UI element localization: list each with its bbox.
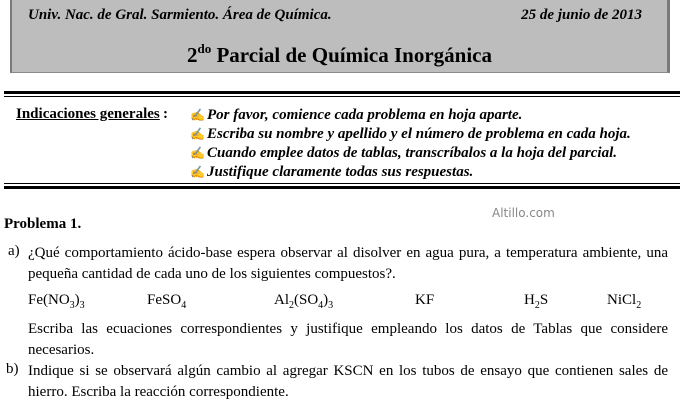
formula-feso4: FeSO$_4$ [147, 292, 187, 311]
indication-item: ✍ Por favor, comience cada problema en hoja aparte. [190, 107, 523, 123]
exam-title: $2^{do}$ Parcial de Química Inorgánica [187, 41, 492, 67]
indications-label: Indicaciones generales [16, 106, 160, 122]
indication-item: ✍ Escriba su nombre y apellido y el número de problema en cada hoja. [190, 126, 631, 142]
watermark: Altillo.com [492, 206, 555, 220]
indication-item: ✍ Justifique claramente todas sus respuestas. [190, 164, 474, 180]
hand-writing-icon: ✍ [190, 165, 205, 179]
formula-nicl2: NiCl$_2$ [607, 292, 642, 311]
item-a-marker: a) [8, 243, 20, 259]
divider-bottom [4, 186, 680, 189]
item-a-question: ¿Qué comportamiento ácido-base espera observar al disolver en agua pura, a temperatura ambiente, una pequeña cantidad de cada uno de los siguientes compuestos?. [28, 245, 668, 282]
divider-top-thin [4, 96, 680, 97]
institution-name: Univ. Nac. de Gral. Sarmiento. Área de Química. [28, 7, 332, 23]
indication-item: ✍ Cuando emplee datos de tablas, transcríbalos a la hoja del parcial. [190, 145, 618, 161]
item-b-marker: b) [6, 361, 19, 377]
hand-writing-icon: ✍ [190, 127, 205, 141]
formula-kf: KF [415, 292, 435, 308]
exam-header [10, 0, 670, 73]
hand-writing-icon: ✍ [190, 146, 205, 160]
problem-title: Problema 1. [4, 216, 82, 232]
indications-colon: : [163, 106, 168, 122]
formula-h2s: $H_2S$ [524, 292, 549, 311]
formula-al2-so4-3: $Al_2(SO_4)_3$ [274, 292, 334, 311]
formula-fe-no3-3: $Fe(NO_3)_3$ [28, 292, 85, 311]
item-b-question: Indique si se observará algún cambio al agregar KSCN en los tubos de ensayo que contienen sales de hierro. Escriba la reacción correspondiente. [28, 363, 668, 400]
divider-bottom-thin [4, 183, 680, 184]
divider-top [4, 91, 680, 94]
hand-writing-icon: ✍ [190, 108, 205, 122]
exam-date: 25 de junio de 2013 [521, 7, 642, 23]
item-a-instructions: Escriba las ecuaciones correspondientes y justifique empleando los datos de Tablas que considere necesarios. [28, 321, 668, 358]
indications-list [190, 106, 631, 182]
